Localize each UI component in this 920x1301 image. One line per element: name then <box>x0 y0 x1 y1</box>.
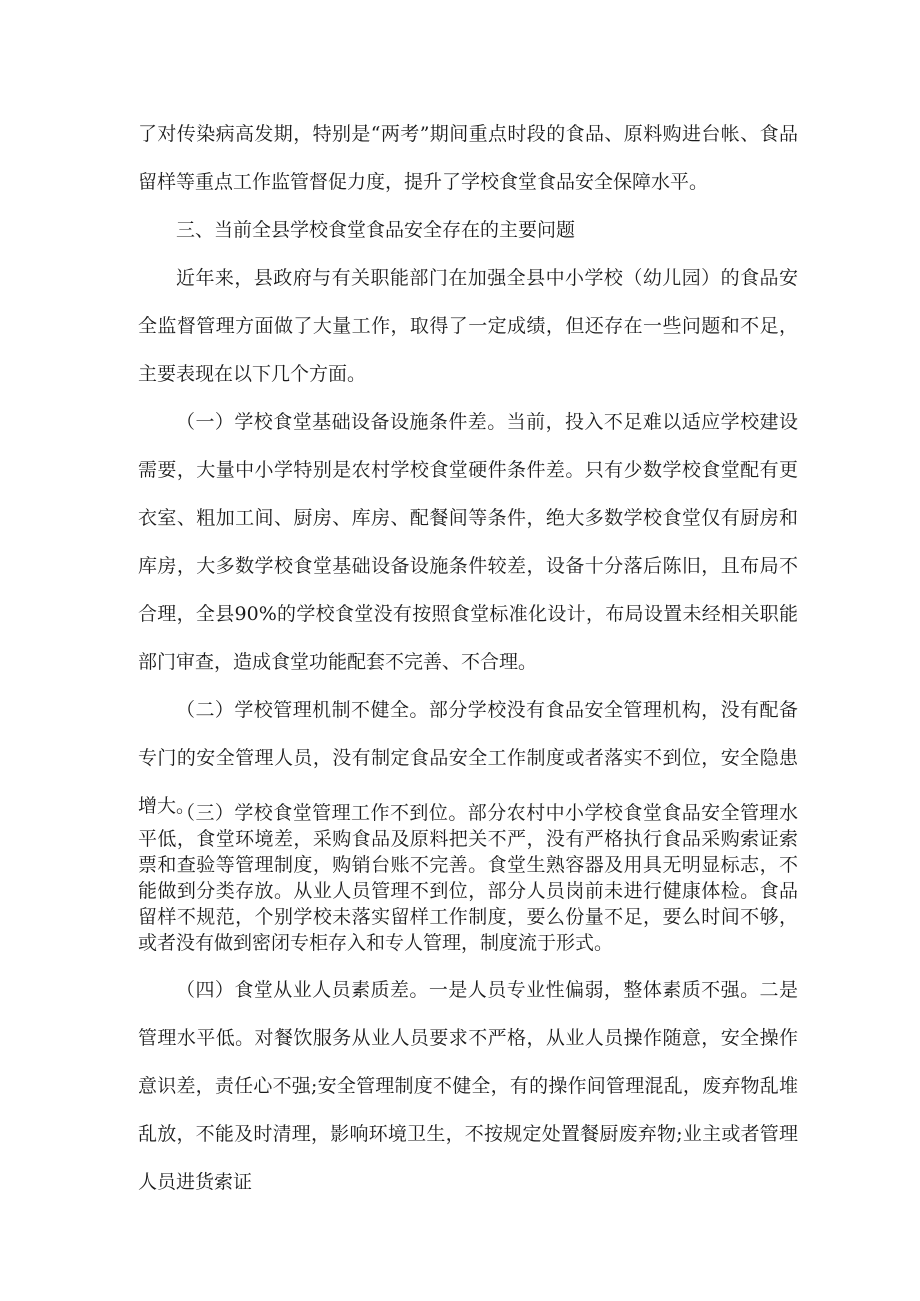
section-heading: 三、当前全县学校食堂食品安全存在的主要问题 <box>176 219 576 241</box>
paragraph-item-4: （四）食堂从业人员素质差。一是人员专业性偏弱，整体素质不强。二是管理水平低。对餐饮服务从业人员要求不严格，从业人员操作随意，安全操作意识差，责任心不强;安全管理制度不健全，有的操作间管理混乱，废弃物乱堆乱放，不能及时清理，影响环境卫生，不按规定处置餐厨废弃物;业主或者管理人员进货索证 <box>138 979 798 1193</box>
paragraph-item-1: （一）学校食堂基础设备设施条件差。当前，投入不足难以适应学校建设需要，大量中小学特别是农村学校食堂硬件条件差。只有少数学校食堂配有更衣室、粗加工间、厨房、库房、配餐间等条件，绝大多数学校食堂仅有厨房和库房，大多数学校食堂基础设备设施条件较差，设备十分落后陈旧，且布局不合理，全县90%的学校食堂没有按照食堂标准化设计，布局设置未经相关职能部门审查，造成食堂功能配套不完善、不合理。 <box>138 411 798 673</box>
paragraph-item-2: （二）学校管理机制不健全。部分学校没有食品安全管理机构，没有配备专门的安全管理人员，没有制定食品安全工作制度或者落实不到位，安全隐患增大。 <box>138 699 798 817</box>
paragraph-continuation: 了对传染病高发期，特别是“两考”期间重点时段的食品、原料购进台帐、食品留样等重点工作监管督促力度，提升了学校食堂食品安全保障水平。 <box>138 123 798 193</box>
paragraph-item-3: （三）学校食堂管理工作不到位。部分农村中小学校食堂食品安全管理水平低，食堂环境差，采购食品及原料把关不严，没有严格执行食品采购索证索票和查验等管理制度，购销台账不完善。食堂生熟容器及用具无明显标志，不能做到分类存放。从业人员管理不到位，部分人员岗前未进行健康体检。食品留样不规范，个别学校未落实留样工作制度，要么份量不足，要么时间不够，或者没有做到密闭专柜存入和专人管理，制度流于形式。 <box>138 802 798 954</box>
paragraph-intro: 近年来，县政府与有关职能部门在加强全县中小学校（幼儿园）的食品安全监督管理方面做了大量工作，取得了一定成绩，但还存在一些问题和不足，主要表现在以下几个方面。 <box>138 267 798 385</box>
